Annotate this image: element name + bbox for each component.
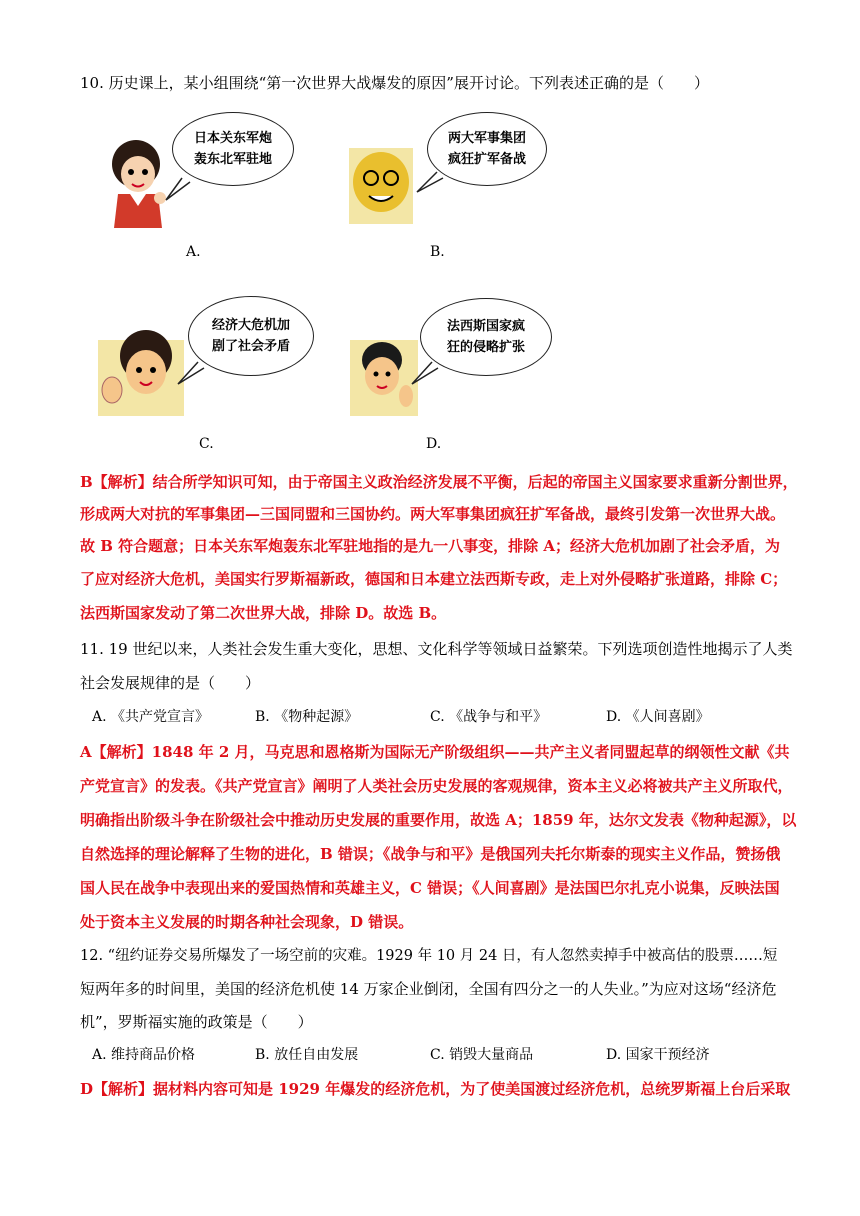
cartoon-a: [100, 106, 310, 231]
q12-stem-line-3: 机”，罗斯福实施的政策是（ ）: [80, 1013, 313, 1031]
bubble-b-tail: [415, 170, 445, 200]
bubble-a-line1: 日本关东军炮: [193, 131, 272, 146]
q11-analysis-line-5: 国人民在战争中表现出来的爱国热情和英雄主义，C 错误；《人间喜剧》是法国巴尔扎克小说集，反映法国: [80, 879, 780, 897]
q11-analysis-line-3: 明确指出阶级斗争在阶级社会中推动历史发展的重要作用，故选 A；1859 年，达尔文发表《物种起源》，以: [80, 811, 797, 829]
boy-figure-icon: [348, 300, 420, 418]
bubble-c-line1: 经济大危机加: [211, 318, 290, 333]
bubble-d-line1: 法西斯国家疯: [446, 319, 525, 334]
q10-label-a: A.: [186, 244, 201, 260]
q11-analysis-line-6: 处于资本主义发展的时期各种社会现象，D 错误。: [80, 913, 414, 931]
bubble-a-line2: 轰东北军驻地: [193, 152, 272, 167]
q11-option-d: D. 《人间喜剧》: [606, 709, 710, 725]
q11-option-c: C. 《战争与和平》: [430, 709, 548, 725]
cartoon-b: [345, 108, 565, 228]
bubble-a-tail: [162, 176, 192, 206]
bubble-d-tail: [410, 360, 440, 390]
q11-analysis-line-2: 产党宣言》的发表。《共产党宣言》阐明了人类社会历史发展的客观规律，资本主义必将被共产主义所取代，: [80, 777, 793, 795]
q12-option-b: B. 放任自由发展: [255, 1047, 359, 1063]
speech-bubble-b: [427, 112, 547, 186]
girl-figure-icon: [100, 106, 170, 231]
bubble-c-line2: 剧了社会矛盾: [211, 339, 290, 354]
q10-analysis-line-5: 法西斯国家发动了第二次世界大战，排除 D。故选 B。: [80, 604, 447, 622]
q10-analysis-line-2: 形成两大对抗的军事集团—三国同盟和三国协约。两大军事集团疯狂扩军备战，最终引发第一次世界大战。: [80, 505, 786, 523]
bubble-c-tail: [176, 360, 206, 390]
old-man-figure-icon: [345, 108, 417, 226]
q11-analysis-line-4: 自然选择的理论解释了生物的进化，B 错误；《战争与和平》是俄国列夫托尔斯泰的现实主义作品，赞扬俄: [80, 845, 781, 863]
cartoon-d: [348, 296, 568, 421]
q10-analysis-line-4: 了应对经济大危机，美国实行罗斯福新政，德国和日本建立法西斯专政，走上对外侵略扩张道路，排除 C；: [80, 570, 788, 588]
q12-stem-line-1: 12. “纽约证券交易所爆发了一场空前的灾难。1929 年 10 月 24 日，有人忽然卖掉手中被高估的股票……短: [80, 948, 778, 964]
q12-option-a: A. 维持商品价格: [92, 1047, 196, 1063]
q12-option-c: C. 销毁大量商品: [430, 1047, 534, 1063]
bubble-d-line2: 狂的侵略扩张: [446, 340, 525, 355]
bubble-b-line1: 两大军事集团: [447, 131, 526, 146]
q11-stem-line-2: 社会发展规律的是（ ）: [80, 674, 261, 692]
q10-stem: 10. 历史课上，某小组围绕“第一次世界大战爆发的原因”展开讨论。下列表述正确的是（ ）: [80, 74, 709, 92]
cartoon-c: [96, 296, 326, 421]
q11-stem-line-1: 11. 19 世纪以来，人类社会发生重大变化，思想、文化科学等领域日益繁荣。下列选项创造性地揭示了人类: [80, 640, 793, 658]
girl-waving-figure-icon: [96, 300, 186, 420]
q11-option-a: A. 《共产党宣言》: [92, 709, 210, 725]
q10-analysis-line-3: 故 B 符合题意；日本关东军炮轰东北军驻地指的是九一八事变，排除 A；经济大危机加剧了社会矛盾，为: [80, 537, 780, 555]
q10-label-b: B.: [430, 244, 445, 260]
bubble-b-line2: 疯狂扩军备战: [447, 152, 526, 167]
q12-stem-line-2: 短两年多的时间里，美国的经济危机使 14 万家企业倒闭，全国有四分之一的人失业。”为应对这场“经济危: [80, 980, 777, 998]
q10-analysis-line-1: B【解析】结合所学知识可知，由于帝国主义政治经济发展不平衡，后起的帝国主义国家要求重新分割世界，: [80, 473, 798, 491]
speech-bubble-a: [172, 112, 294, 186]
q11-analysis-line-1: A【解析】1848 年 2 月，马克思和恩格斯为国际无产阶级组织——共产主义者同盟起草的纲领性文献《共: [80, 743, 790, 761]
speech-bubble-c: [188, 296, 314, 376]
q12-option-d: D. 国家干预经济: [606, 1047, 710, 1063]
q10-label-d: D.: [426, 436, 442, 452]
q10-label-c: C.: [199, 436, 214, 452]
q11-option-b: B. 《物种起源》: [255, 709, 359, 725]
q12-analysis-line-1: D【解析】据材料内容可知是 1929 年爆发的经济危机，为了使美国渡过经济危机，总统罗斯福上台后采取: [80, 1080, 791, 1098]
